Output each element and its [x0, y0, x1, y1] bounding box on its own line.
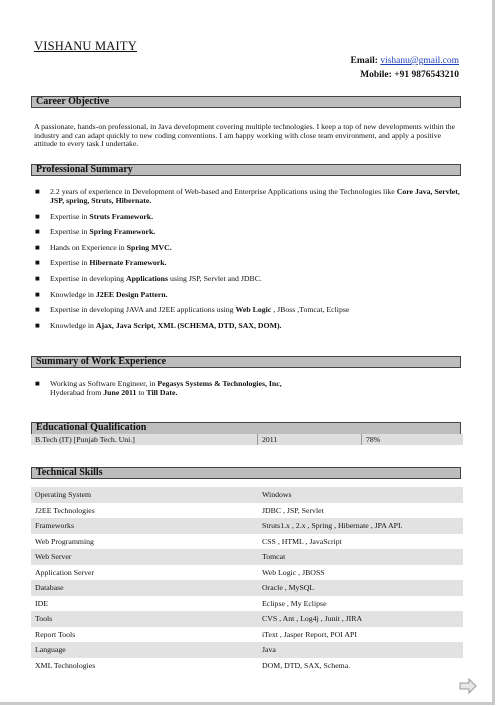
- skill-value: iText , Jasper Report, POI API: [262, 629, 357, 639]
- email-link[interactable]: vishanu@gmail.com: [380, 56, 459, 66]
- list-item: [31, 305, 461, 314]
- list-item: [31, 212, 461, 221]
- email-label: Email:: [350, 56, 378, 66]
- summary-text: Expertise in: [50, 258, 90, 268]
- education-degree: B.Tech (IT) [Punjab Tech. Uni.]: [31, 434, 258, 445]
- skill-category: Operating System: [35, 490, 92, 500]
- skill-value: CSS , HTML , JavaScript: [262, 536, 342, 546]
- education-heading: Educational Qualification: [31, 422, 461, 434]
- skill-category: Frameworks: [35, 521, 74, 531]
- summary-highlight: Hibernate Framework.: [89, 258, 167, 268]
- list-item: [31, 379, 461, 397]
- bullet-icon: ■: [35, 379, 40, 388]
- skill-category: Language: [35, 645, 66, 655]
- summary-highlight: J2EE Design Pattern.: [95, 289, 168, 299]
- bullet-icon: ■: [35, 289, 40, 299]
- bullet-icon: ■: [35, 320, 40, 330]
- summary-highlight: Core Java, Servlet, JSP, spring, Struts, Hibernate.: [50, 187, 460, 205]
- start-date: June 2011: [103, 388, 137, 397]
- summary-highlight: Spring Framework.: [89, 227, 156, 237]
- summary-highlight: Web Logic: [235, 305, 272, 315]
- skill-value: DOM, DTD, SAX, Schema.: [262, 660, 351, 670]
- education-year: 2011: [258, 434, 362, 445]
- mobile-label: Mobile:: [360, 70, 392, 80]
- skill-value: CVS , Ant , Log4j , Junit , JIRA: [262, 614, 363, 624]
- mobile-number: +91 9876543210: [394, 70, 459, 80]
- skill-category: J2EE Technologies: [35, 505, 95, 515]
- bullet-icon: ■: [35, 187, 40, 196]
- bullet-icon: ■: [35, 305, 40, 315]
- next-page-arrow-icon[interactable]: [459, 678, 477, 694]
- contact-block: [351, 54, 460, 82]
- table-row: [31, 534, 463, 550]
- summary-text: Expertise in: [50, 211, 90, 221]
- table-row: [31, 596, 463, 612]
- summary-text: Expertise in developing JAVA and J2EE applications using: [50, 305, 236, 315]
- list-item: [31, 321, 461, 330]
- skill-value: Windows: [262, 490, 292, 500]
- bullet-icon: ■: [35, 273, 40, 283]
- technical-skills-heading: Technical Skills: [31, 467, 461, 479]
- professional-summary-list: [31, 187, 461, 336]
- list-item: [31, 274, 461, 283]
- skill-category: Database: [35, 583, 64, 593]
- summary-text-tail: , JBoss ,Tomcat, Eclipse: [271, 305, 350, 315]
- skill-category: XML Technologies: [35, 660, 96, 670]
- work-experience-list: [31, 379, 461, 404]
- end-date: Till Date.: [146, 388, 178, 397]
- list-item: [31, 187, 461, 205]
- bullet-icon: ■: [35, 211, 40, 221]
- bullet-icon: ■: [35, 258, 40, 268]
- skill-value: Tomcat: [262, 552, 286, 562]
- skill-value: Java: [262, 645, 276, 655]
- summary-text: Expertise in developing: [50, 273, 127, 283]
- table-row: [31, 642, 463, 658]
- summary-highlight: Ajax, Java Script, XML (SCHEMA, DTD, SAX, DOM).: [95, 320, 282, 330]
- skill-value: Web Logic , JBOSS: [262, 567, 325, 577]
- list-item: [31, 227, 461, 236]
- skill-category: Web Programming: [35, 536, 94, 546]
- technical-skills-table: [31, 487, 463, 673]
- skill-value: Oracle , MySQL: [262, 583, 315, 593]
- skill-category: IDE: [35, 598, 48, 608]
- education-row: [31, 434, 463, 445]
- table-row: [31, 580, 463, 596]
- table-row: [31, 658, 463, 674]
- skill-category: Application Server: [35, 567, 95, 577]
- table-row: [31, 487, 463, 503]
- table-row: [31, 565, 463, 581]
- skill-category: Web Server: [35, 552, 72, 562]
- skill-value: Struts1.x , 2.x , Spring , Hibernate , JPA API.: [262, 521, 403, 531]
- table-row: [31, 549, 463, 565]
- summary-text: Knowledge in: [50, 320, 96, 330]
- table-row: [31, 503, 463, 519]
- work-to-text: to: [136, 388, 147, 397]
- skill-category: Tools: [35, 614, 53, 624]
- table-row: [31, 611, 463, 627]
- summary-highlight: Spring MVC.: [126, 242, 172, 252]
- skill-value: Eclipse , My Eclipse: [262, 598, 327, 608]
- table-row: [31, 518, 463, 534]
- list-item: [31, 290, 461, 299]
- work-line2-text: Hyderabad from: [50, 388, 104, 397]
- summary-text: 2.2 years of experience in Development of Web-based and Enterprise Applications using the Technologies like: [50, 187, 397, 196]
- bullet-icon: ■: [35, 227, 40, 237]
- summary-text: Knowledge in: [50, 289, 96, 299]
- list-item: [31, 258, 461, 267]
- summary-text: Expertise in: [50, 227, 90, 237]
- skill-category: Report Tools: [35, 629, 76, 639]
- work-line1-text: Working as Software Engineer, in: [50, 379, 158, 388]
- professional-summary-heading: Professional Summary: [31, 164, 461, 176]
- work-experience-heading: Summary of Work Experience: [31, 356, 461, 368]
- career-objective-heading: Career Objective: [31, 96, 461, 108]
- list-item: [31, 243, 461, 252]
- bullet-icon: ■: [35, 242, 40, 252]
- summary-text-tail: using JSP, Servlet and JDBC.: [168, 273, 262, 283]
- table-row: [31, 627, 463, 643]
- skill-value: JDBC , JSP, Servlet: [262, 505, 324, 515]
- summary-text: Hands on Experience in: [50, 242, 127, 252]
- candidate-name: VISHANU MAITY: [34, 39, 137, 53]
- summary-highlight: Struts Framework.: [89, 211, 154, 221]
- career-objective-text: A passionate, hands-on professional, in Java development covering multiple technologies. I keep a top of new developments within the industry and can adapt quickly to new coding conventions. I am happy working with close team environment, and apply a positive attitude to every task I undertake.: [34, 122, 456, 149]
- education-score: 78%: [366, 435, 381, 444]
- summary-highlight: Applications: [126, 273, 169, 283]
- company-name: Pegasys Systems & Technologies, Inc,: [157, 379, 282, 388]
